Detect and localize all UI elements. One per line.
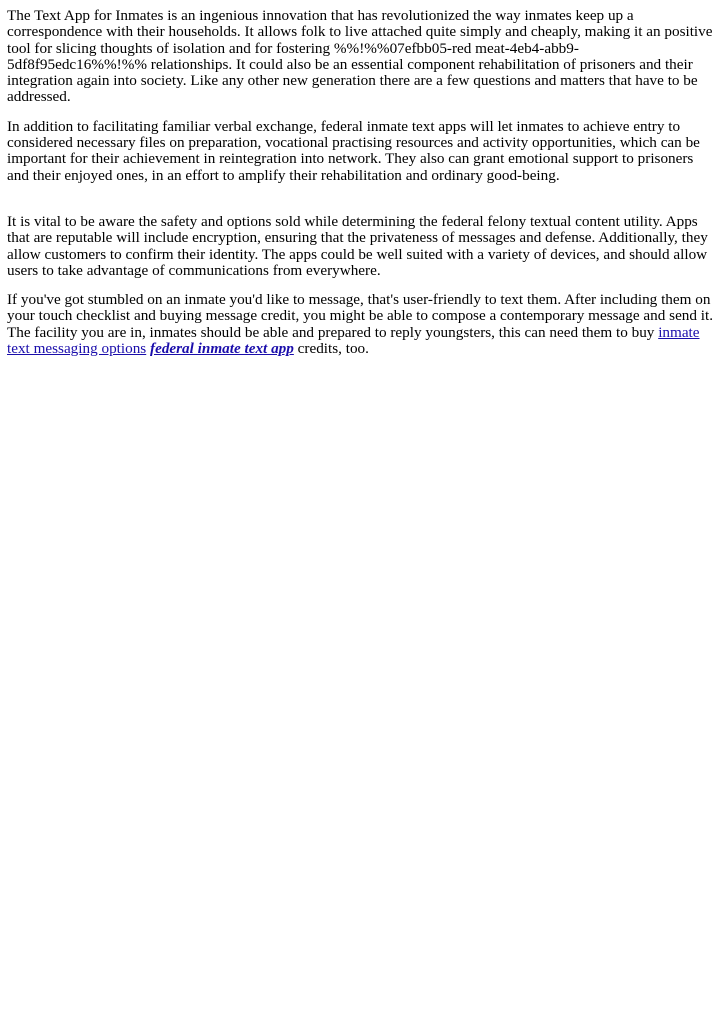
paragraph-how-to-tail: credits, too. [297,340,369,358]
paragraph-benefits: In addition to facilitating familiar verbal exchange, federal inmate text apps will let inmates to achieve entry to considered necessary files on preparation, vocational practising resources and activity opportunities, which can be important for their achievement in reintegration into network. They also can grant emotional support to prisoners and their enjoyed ones, in an effort to amplify their rehabilitation and ordinary good-being. [7,117,700,184]
paragraph-how-to [7,292,716,357]
inmate-text-messaging-options-link[interactable]: inmate text messaging options [7,323,700,358]
federal-inmate-text-app-link[interactable]: federal inmate text app [150,340,294,358]
paragraph-how-to-text: If you've got stumbled on an inmate you'd like to message, that's user-friendly to text them. After including them on your touch checklist and buying message credit, you might be able to compose a contemporary message and send it. The facility you are in, inmates should be able and prepared to reply youngsters, this can need them to buy [7,291,714,341]
paragraph-intro: The Text App for Inmates is an ingenious innovation that has revolutionized the way inmates keep up a correspondence with their households. It allows folk to live attached quite simply and cheaply, making it an positive tool for slicing thoughts of isolation and for fostering %%!%%07efbb05-red meat-4eb4-abb9-5df8f95edc16%%!%% relationships. It could also be an essential component rehabilitation of prisoners and their integration again into society. Like any other new generation there are a few questions and matters that have to be addressed. [7,7,713,106]
paragraph-safety: It is vital to be aware the safety and options sold while determining the federal felony textual content utility. Apps that are reputable will include encryption, ensuring that the privateness of messages and defense. Additionally, they allow customers to confirm their identity. The apps could be well suited with a variety of devices, and should allow users to take advantage of communications from everywhere. [7,212,708,279]
